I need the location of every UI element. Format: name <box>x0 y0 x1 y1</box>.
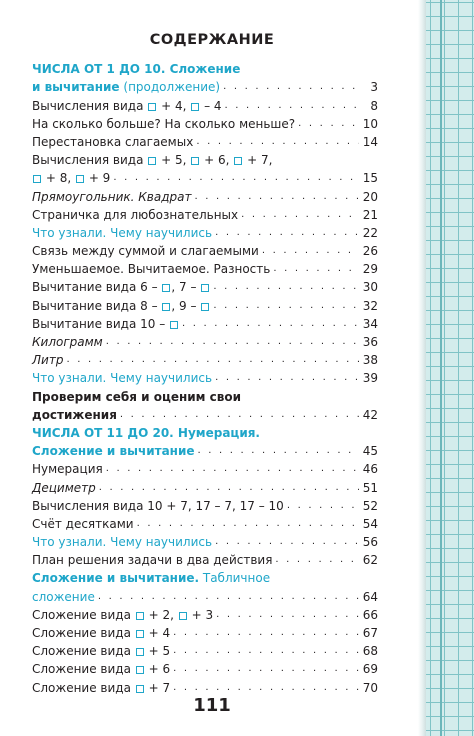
empty-box-icon <box>148 157 156 165</box>
toc-entry <box>32 131 378 149</box>
leader-dots <box>106 464 359 474</box>
page-number: 46 <box>362 462 378 477</box>
empty-box-icon <box>162 284 170 292</box>
toc-entry-text <box>32 171 110 185</box>
toc-entry-text <box>32 299 210 313</box>
empty-box-icon <box>191 157 199 165</box>
toc-entry-part: Вычитание вида 6 – <box>32 280 158 295</box>
toc-entry-part: + 6 <box>148 662 171 677</box>
toc-entry-text: Прямоугольник. Квадрат <box>32 189 192 204</box>
toc-entry-part: Сложение и вычитание. <box>32 571 200 586</box>
leader-dots <box>216 610 359 620</box>
toc-entry-text <box>32 626 170 640</box>
toc-entry-text: Дециметр <box>32 480 96 495</box>
toc-entry-text <box>32 571 270 585</box>
page-number: 10 <box>362 116 378 131</box>
toc-entry-text: Проверим себя и оценим свои <box>32 389 242 404</box>
toc-entry-text: На сколько больше? На сколько меньше? <box>32 116 296 131</box>
leader-dots <box>113 173 359 183</box>
empty-box-icon <box>33 175 41 183</box>
toc-section-heading <box>32 422 378 440</box>
toc-entry-text <box>32 662 170 676</box>
toc-entry-part: + 6, <box>204 153 230 168</box>
empty-box-icon <box>201 284 209 292</box>
page-number: 32 <box>362 298 378 313</box>
toc-entry-part: Вычисления вида <box>32 153 144 168</box>
page-number: 20 <box>362 189 378 204</box>
leader-dots <box>287 501 359 511</box>
empty-box-icon <box>136 612 144 620</box>
toc-entry-part: Вычитание вида 8 – <box>32 298 158 313</box>
page-number: 15 <box>362 171 378 186</box>
toc-entry-part: + 2, <box>148 607 174 622</box>
toc-entry <box>32 549 378 567</box>
toc-entry <box>32 367 378 385</box>
toc-entry-part: Вычисления вида <box>32 98 144 113</box>
toc-entry <box>32 440 378 458</box>
toc-entry <box>32 149 378 167</box>
toc-entry-part: Сложение вида <box>32 626 131 640</box>
leader-dots <box>198 446 359 456</box>
toc-entry-text: Страничка для любознательных <box>32 207 239 222</box>
leader-dots <box>215 228 359 238</box>
toc-entry <box>32 94 378 112</box>
page-number: 3 <box>370 80 378 95</box>
margin-line <box>440 0 442 736</box>
toc-entry-part: + 8, <box>45 171 72 186</box>
toc-entry-part: + 5 <box>148 644 171 659</box>
page-number: 26 <box>362 244 378 259</box>
empty-box-icon <box>136 630 144 638</box>
page-number: 8 <box>370 98 378 113</box>
toc-entry <box>32 658 378 676</box>
toc-entry-part: , 7 – <box>171 280 197 295</box>
toc-entry-text <box>32 99 222 113</box>
toc-entry-text: сложение <box>32 589 95 604</box>
graph-paper-edge <box>426 0 474 736</box>
empty-box-icon <box>76 175 84 183</box>
page-number: 69 <box>362 662 378 677</box>
leader-dots <box>106 337 359 347</box>
toc-entry-text <box>32 681 170 695</box>
toc-entry-part: + 9 <box>88 171 111 186</box>
toc-entry <box>32 331 378 349</box>
toc-entry-part: Сложение вида <box>32 644 131 659</box>
toc-entry-text <box>32 80 220 94</box>
toc-entry <box>32 204 378 222</box>
leader-dots <box>182 319 359 329</box>
toc-entry-text <box>32 608 213 622</box>
toc-entry <box>32 495 378 513</box>
toc-entry-part: + 3 <box>191 607 214 622</box>
page-number: 51 <box>362 480 378 495</box>
toc-entry <box>32 113 378 131</box>
page-number: 38 <box>362 353 378 368</box>
page-number: 42 <box>362 407 378 422</box>
toc-entry <box>32 167 378 185</box>
toc-entry <box>32 531 378 549</box>
page-number: 45 <box>362 444 378 459</box>
toc-entry <box>32 240 378 258</box>
page-number: 54 <box>362 516 378 531</box>
page-number: 29 <box>362 262 378 277</box>
book-spine-shadow <box>418 0 426 736</box>
leader-dots <box>275 555 359 565</box>
leader-dots <box>137 519 359 529</box>
toc-entry <box>32 258 378 276</box>
toc-entry-part: Сложение вида <box>32 680 131 695</box>
page-number: 30 <box>362 280 378 295</box>
toc-entry-part: + 5, <box>161 153 187 168</box>
toc-entry <box>32 676 378 694</box>
toc-entry-part: Сложение вида <box>32 662 131 677</box>
leader-dots <box>196 137 359 147</box>
empty-box-icon <box>170 321 178 329</box>
leader-dots <box>223 82 359 92</box>
toc-entry-text: Связь между суммой и слагаемыми <box>32 244 259 259</box>
page-number: 36 <box>362 335 378 349</box>
page-number: 21 <box>362 207 378 222</box>
toc-entry-text: Литр <box>32 353 64 368</box>
toc-entry <box>32 567 378 585</box>
leader-dots <box>298 119 359 129</box>
empty-box-icon <box>136 666 144 674</box>
toc-entry-text: Уменьшаемое. Вычитаемое. Разность <box>32 262 271 277</box>
leader-dots <box>262 246 359 256</box>
page-number: 67 <box>362 626 378 640</box>
leader-dots <box>194 192 359 202</box>
empty-box-icon <box>136 685 144 693</box>
table-of-contents <box>32 58 378 695</box>
toc-entry <box>32 385 378 403</box>
toc-entry-text: Счёт десятками <box>32 516 134 531</box>
page-number: 22 <box>362 225 378 240</box>
page-number: 66 <box>362 607 378 622</box>
page-number: 64 <box>362 589 378 604</box>
toc-entry-text: Сложение и вычитание <box>32 444 195 459</box>
toc-entry <box>32 622 378 640</box>
empty-box-icon <box>191 103 199 111</box>
toc-entry-part: (продолжение) <box>119 80 221 95</box>
toc-entry-text: Что узнали. Чему научились <box>32 535 213 550</box>
toc-entry-part: и вычитание <box>32 80 120 95</box>
toc-entry <box>32 640 378 658</box>
toc-entry <box>32 294 378 312</box>
toc-section-heading <box>32 58 378 76</box>
leader-dots <box>98 592 359 602</box>
toc-entry-text <box>32 153 272 167</box>
toc-entry-text: ЧИСЛА ОТ 11 ДО 20. Нумерация. <box>32 425 260 440</box>
toc-entry <box>32 222 378 240</box>
leader-dots <box>215 373 359 383</box>
page-number: 34 <box>362 316 378 331</box>
page-number: 68 <box>362 644 378 659</box>
toc-entry <box>32 185 378 203</box>
toc-entry-part: + 4, <box>161 98 187 113</box>
toc-entry-part: Сложение вида <box>32 607 131 622</box>
toc-entry-text: ЧИСЛА ОТ 1 ДО 10. Сложение <box>32 62 241 77</box>
leader-dots <box>173 646 359 656</box>
empty-box-icon <box>179 612 187 620</box>
empty-box-icon <box>234 157 242 165</box>
toc-entry-part: Табличное <box>199 571 271 586</box>
toc-entry-text: достижения <box>32 407 117 422</box>
toc-entry-text: Перестановка слагаемых <box>32 134 194 149</box>
leader-dots <box>120 410 359 420</box>
toc-entry-part: Вычитание вида 10 – <box>32 316 166 331</box>
leader-dots <box>273 264 359 274</box>
toc-entry-text <box>32 317 179 331</box>
toc-entry-part: , 9 – <box>171 298 197 313</box>
toc-entry-text: Что узнали. Чему научились <box>32 225 213 240</box>
toc-entry <box>32 349 378 367</box>
toc-entry <box>32 404 378 422</box>
page-number: 62 <box>362 553 378 568</box>
toc-entry <box>32 276 378 294</box>
empty-box-icon <box>201 303 209 311</box>
toc-entry-text <box>32 644 170 658</box>
toc-entry <box>32 476 378 494</box>
toc-entry <box>32 513 378 531</box>
page-number: 56 <box>362 535 378 550</box>
page-number: 52 <box>362 498 378 513</box>
page-number: 70 <box>362 680 378 695</box>
toc-entry-text: Килограмм <box>32 335 103 349</box>
page-number-footer: 111 <box>193 695 231 716</box>
leader-dots <box>241 210 359 220</box>
leader-dots <box>173 628 359 638</box>
empty-box-icon <box>136 648 144 656</box>
leader-dots <box>99 483 359 493</box>
toc-entry-text: План решения задачи в два действия <box>32 553 273 568</box>
toc-entry-text <box>32 280 210 294</box>
toc-entry-text: Вычисления вида 10 + 7, 17 – 7, 17 – 10 <box>32 498 284 513</box>
toc-entry <box>32 313 378 331</box>
toc-entry-text: Нумерация <box>32 462 103 477</box>
toc-entry <box>32 76 378 94</box>
toc-entry <box>32 604 378 622</box>
toc-entry-part: + 4 <box>148 626 171 640</box>
leader-dots <box>215 537 359 547</box>
toc-entry <box>32 458 378 476</box>
leader-dots <box>173 664 359 674</box>
empty-box-icon <box>162 303 170 311</box>
page-number: 14 <box>362 134 378 149</box>
leader-dots <box>66 355 359 365</box>
page-title: СОДЕРЖАНИЕ <box>149 32 275 48</box>
leader-dots <box>213 282 359 292</box>
page-number: 39 <box>362 371 378 386</box>
leader-dots <box>213 301 359 311</box>
toc-entry-part: + 7 <box>148 680 171 695</box>
leader-dots <box>225 101 359 111</box>
toc-entry-text: Что узнали. Чему научились <box>32 371 213 386</box>
toc-entry-part: + 7, <box>247 153 273 168</box>
leader-dots <box>173 683 359 693</box>
toc-entry <box>32 585 378 603</box>
toc-entry-part: – 4 <box>204 98 222 113</box>
empty-box-icon <box>148 103 156 111</box>
